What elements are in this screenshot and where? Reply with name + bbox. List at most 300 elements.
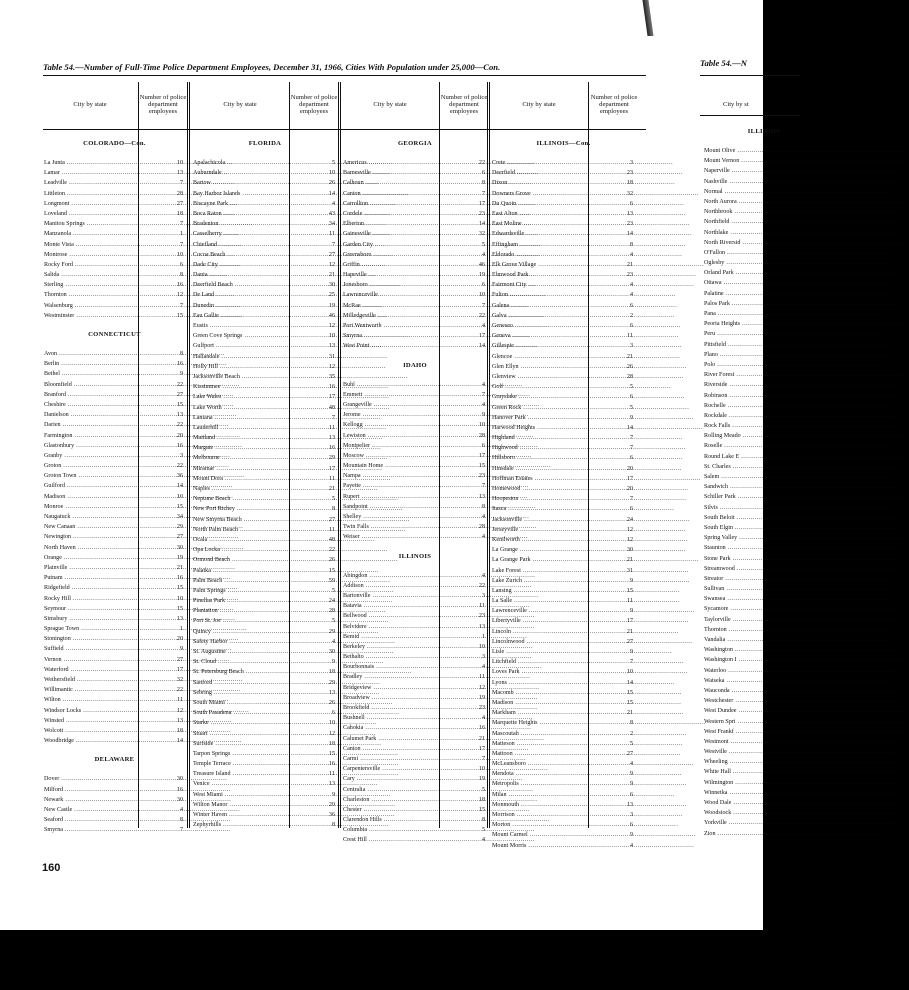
employee-count: 28 [328, 608, 335, 615]
city-name: Darien ..... [44, 420, 131, 430]
table-row [492, 331, 635, 341]
table-row [193, 535, 337, 545]
employee-count: 22 [478, 160, 485, 166]
employee-count: 29 [328, 455, 335, 462]
city-name: Dunedin ..... [193, 301, 283, 311]
city-name: Loves Park ..... [492, 667, 581, 677]
table-row [704, 717, 824, 727]
employee-count: 16 [478, 725, 485, 732]
employee-count: 8 [481, 180, 485, 187]
city-name: Washington I ..... [704, 655, 864, 665]
table-row [492, 341, 635, 351]
city-name: Calumet Park ..... [343, 734, 433, 744]
city-name: Western Spri ..... [704, 717, 864, 727]
table-row [44, 420, 185, 430]
city-name: Holly Hill ..... [193, 362, 283, 372]
city-name: Mount Vernon ..... [704, 156, 864, 166]
table-row [343, 270, 487, 280]
city-name: Naples ..... [193, 484, 283, 494]
city-name: Woodstock ..... [704, 808, 864, 818]
right-column [704, 118, 824, 839]
employee-count: 12 [626, 536, 633, 543]
city-name: Westmont ..... [704, 737, 864, 747]
city-name: Carmi ..... [343, 754, 433, 764]
employee-count: 23 [478, 613, 485, 620]
employee-count: 10 [328, 720, 335, 727]
table-row [44, 229, 185, 239]
table-row [704, 309, 824, 319]
city-name: Gillespie ..... [492, 341, 581, 351]
table-row [44, 634, 185, 644]
table-row [704, 278, 824, 288]
city-name: Woodbridge ..... [44, 736, 131, 746]
header-city-2: City by state [223, 100, 257, 108]
city-name: Marquette Heights ..... [492, 718, 581, 728]
city-name: La Salle ..... [492, 596, 581, 606]
table-row [193, 464, 337, 474]
city-name: Westville ..... [704, 747, 864, 757]
table-row [44, 431, 185, 441]
employee-count: 21 [478, 735, 485, 742]
table-row [492, 749, 635, 759]
employee-count: 9 [179, 371, 183, 378]
table-row [44, 290, 185, 300]
table-row [492, 362, 635, 372]
employee-count: 10 [478, 766, 485, 773]
table-row [343, 601, 487, 611]
city-name: Glencoe ..... [492, 352, 581, 362]
employee-count: 28 [626, 373, 633, 380]
city-name: Cahokia ..... [343, 723, 433, 733]
city-name: Mount Dora ..... [193, 474, 283, 484]
city-name: Green Cove Springs ..... [193, 331, 283, 341]
city-name: Columbia ..... [343, 825, 433, 835]
city-name: Simsbury ..... [44, 614, 131, 624]
employee-count: 15 [176, 312, 183, 319]
city-name: Nampa ..... [343, 471, 433, 481]
table-row [343, 744, 487, 754]
table-row [193, 423, 337, 433]
employee-count: 8 [481, 503, 485, 510]
table-row [44, 815, 185, 825]
city-name: Leadville ..... [44, 178, 131, 188]
employee-count: 5 [481, 241, 485, 248]
city-name: Swansea ..... [704, 594, 864, 604]
city-name: Jerome ..... [343, 410, 433, 420]
table-row [193, 403, 337, 413]
employee-count: 9 [179, 646, 183, 653]
table-row [44, 250, 185, 260]
employee-count: 9 [629, 771, 633, 778]
city-name: Itasca ..... [492, 504, 581, 514]
table-row [704, 554, 824, 564]
city-name: Elk Grove Village ..... [492, 260, 581, 270]
city-name: Lauderhill ..... [193, 423, 283, 433]
table-row [193, 820, 337, 830]
employee-count: 4 [481, 251, 485, 258]
city-name: Lake Wales ..... [193, 392, 283, 402]
city-name: Galva ..... [492, 311, 581, 321]
city-name: Bartonville ..... [343, 591, 433, 601]
employee-count: 14 [626, 424, 633, 431]
table-row [343, 795, 487, 805]
employee-count: 26 [328, 557, 335, 564]
header-count-1: Number of police department employees [139, 93, 187, 115]
employee-count: 10 [626, 669, 633, 676]
city-name: Canton ..... [343, 744, 433, 754]
employee-count: 21 [626, 261, 633, 268]
city-name: North Palm Beach ..... [193, 525, 283, 535]
table-row [44, 736, 185, 746]
city-name: Fairmont City ..... [492, 280, 581, 290]
table-row [343, 502, 487, 512]
table-row [704, 492, 824, 502]
employee-count: 13 [176, 170, 183, 177]
employee-count: 14 [328, 190, 335, 197]
employee-count: 13 [328, 435, 335, 442]
table-row [492, 382, 635, 392]
city-name: Windsor Locks ..... [44, 706, 131, 716]
table-row [492, 352, 635, 362]
employee-count: 11 [329, 475, 335, 482]
table-row [704, 808, 824, 818]
city-name: Glastonbury ..... [44, 441, 131, 451]
table-row [44, 492, 185, 502]
table-row [492, 433, 635, 443]
table-row [492, 545, 635, 555]
employee-count: 14 [478, 343, 485, 350]
employee-count: 2 [629, 312, 633, 319]
title-rule [43, 75, 646, 76]
city-name: Mendota ..... [492, 769, 581, 779]
table-row [343, 512, 487, 522]
table-row [704, 360, 824, 370]
employee-count: 22 [176, 687, 183, 694]
employee-count: 13 [478, 623, 485, 630]
employee-count: 18 [176, 210, 183, 217]
employee-count: 9 [629, 608, 633, 615]
city-name: Hallandale ..... [193, 352, 283, 362]
city-name: Rupert ..... [343, 492, 433, 502]
table-row [704, 228, 824, 238]
table-row [193, 229, 337, 239]
city-name: New Castle ..... [44, 805, 131, 815]
table-row [343, 209, 487, 219]
employee-count: 23 [626, 272, 633, 279]
employee-count: 10 [328, 333, 335, 340]
employee-count: 21 [328, 486, 335, 492]
table-row [193, 800, 337, 810]
table-row [492, 453, 635, 463]
table-row [492, 586, 635, 596]
table-row [492, 678, 635, 688]
city-name: Wauconda ..... [704, 686, 864, 696]
column-2 [193, 130, 337, 830]
city-name: St. Petersburg Beach ..... [193, 667, 283, 677]
table-row [193, 433, 337, 443]
table-row [343, 199, 487, 209]
employee-count: 32 [478, 231, 485, 238]
employee-count: 9 [331, 791, 335, 798]
table-row [704, 686, 824, 696]
table-row [704, 727, 824, 737]
city-name: Naperville ..... [704, 166, 864, 176]
city-name: Lincoln ..... [492, 627, 581, 637]
employee-count: 23 [626, 221, 633, 228]
table-row [193, 657, 337, 667]
city-name: Streamwood ..... [704, 564, 864, 574]
employee-count: 12 [176, 707, 183, 714]
city-name: Eau Gallie ..... [193, 311, 283, 321]
city-name: Plantation ..... [193, 606, 283, 616]
table-row [193, 637, 337, 647]
city-name: Golf ..... [492, 382, 581, 392]
employee-count: 17 [328, 394, 335, 401]
table-row [343, 331, 487, 341]
city-name: Milford ..... [44, 785, 131, 795]
table-row [44, 706, 185, 716]
column-4 [492, 130, 635, 851]
table-row [492, 260, 635, 270]
city-name: Surfside ..... [193, 739, 283, 749]
city-name: Casselberry ..... [193, 229, 283, 239]
city-name: Robinson ..... [704, 391, 864, 401]
city-name: Sebring ..... [193, 688, 283, 698]
city-name: Stone Park ..... [704, 554, 864, 564]
city-name: Buhl ..... [343, 380, 433, 390]
city-name: Metropolis ..... [492, 779, 581, 789]
employee-count: 12 [328, 363, 335, 370]
table-row [492, 841, 635, 851]
city-name: Guilford ..... [44, 481, 131, 491]
employee-count: 17 [626, 475, 633, 482]
table-row [343, 189, 487, 199]
city-name: Riverside ..... [704, 380, 864, 390]
employee-count: 14 [626, 231, 633, 238]
employee-count: 7 [179, 221, 183, 228]
employee-count: 29 [176, 524, 183, 531]
city-name: Griffin ..... [343, 260, 433, 270]
employee-count: 15 [478, 463, 485, 470]
employee-count: 16 [176, 442, 183, 449]
table-row [704, 523, 824, 533]
table-row [44, 675, 185, 685]
city-name: Stuart ..... [193, 729, 283, 739]
city-name: Ottawa ..... [704, 278, 864, 288]
city-name: Manitou Springs ..... [44, 219, 131, 229]
city-name: Waterford ..... [44, 665, 131, 675]
table-row [44, 644, 185, 654]
table-row [343, 341, 487, 351]
table-row [704, 258, 824, 268]
employee-count: 18 [478, 796, 485, 803]
city-name: Broadview ..... [343, 693, 433, 703]
city-name: La Grange Park ..... [492, 555, 581, 565]
city-name: West Frankf ..... [704, 727, 864, 737]
employee-count: 24 [626, 516, 633, 523]
employee-count: 7 [481, 302, 485, 309]
employee-count: 21 [626, 710, 633, 717]
city-name: Hinsdale ..... [492, 464, 581, 474]
table-row [193, 790, 337, 800]
city-name: Lyons ..... [492, 678, 581, 688]
table-row [343, 461, 487, 471]
table-row [343, 311, 487, 321]
city-name: Macomb ..... [492, 688, 581, 698]
employee-count: 15 [626, 587, 633, 594]
title-rule [700, 75, 800, 76]
city-name: Twin Falls ..... [343, 522, 433, 532]
employee-count: 6 [629, 455, 633, 462]
city-name: Sanford ..... [193, 678, 283, 688]
city-name: Rockdale ..... [704, 411, 864, 421]
employee-count: 12 [626, 526, 633, 533]
city-name: West Point ..... [343, 341, 433, 351]
city-name: Mount Olive ..... [704, 146, 864, 156]
table-row [704, 319, 824, 329]
header-count-3: Number of police department employees [440, 93, 488, 115]
table-row [44, 726, 185, 736]
table-row [492, 372, 635, 382]
table-row [343, 825, 487, 835]
table-row [704, 268, 824, 278]
city-name: Temple Terrace ..... [193, 759, 283, 769]
table-row [492, 718, 635, 728]
table-row [343, 532, 487, 542]
city-name: Sycamore ..... [704, 604, 864, 614]
city-name: Winter Haven ..... [193, 810, 283, 820]
employee-count: 4 [481, 664, 485, 671]
city-name: Treasure Island ..... [193, 769, 283, 779]
table-row [704, 574, 824, 584]
employee-count: 2 [629, 730, 633, 737]
employee-count: 23 [478, 705, 485, 711]
table-row [193, 647, 337, 657]
table-row [492, 178, 635, 188]
page-number: 160 [42, 862, 61, 874]
table-row [44, 219, 185, 229]
employee-count: 17 [626, 618, 633, 625]
header-city-1: City by state [73, 100, 107, 108]
employee-count: 17 [328, 465, 335, 472]
right-header-city: City by st [723, 100, 749, 108]
city-name: Palatka ..... [193, 566, 283, 576]
header-count-4: Number of police department employees [590, 93, 638, 115]
city-name: Willimantic ..... [44, 685, 131, 695]
table-row [704, 829, 824, 839]
employee-count: 17 [478, 333, 485, 340]
table-row [44, 209, 185, 219]
city-name: Winnetka ..... [704, 788, 864, 798]
city-name: Putnam ..... [44, 573, 131, 583]
city-name: Wood Dale ..... [704, 798, 864, 808]
city-name: Madison ..... [44, 492, 131, 502]
employee-count: 17 [478, 745, 485, 752]
table-row [193, 678, 337, 688]
employee-count: 6 [331, 710, 335, 717]
table-row [704, 431, 824, 441]
employee-count: 28 [176, 190, 183, 197]
city-name: Batavia ..... [343, 601, 433, 611]
city-name: Wilton Manor ..... [193, 800, 283, 810]
employee-count: 20 [626, 465, 633, 472]
table-row [193, 688, 337, 698]
table-row [492, 229, 635, 239]
city-name: Edwardsville ..... [492, 229, 581, 239]
table-row [44, 563, 185, 573]
employee-count: 11 [627, 598, 633, 605]
employee-count: 17 [176, 666, 183, 673]
city-name: Rocky Hill ..... [44, 594, 131, 604]
column-1 [44, 130, 185, 835]
city-name: Polo ..... [704, 360, 864, 370]
table-row [343, 805, 487, 815]
city-name: Kenilworth ..... [492, 535, 581, 545]
employee-count: 48 [328, 536, 335, 543]
employee-count: 1 [481, 633, 485, 640]
table-row [492, 566, 635, 576]
city-name: Smyrna ..... [343, 331, 433, 341]
table-row [193, 453, 337, 463]
table-row [492, 820, 635, 830]
table-row [492, 280, 635, 290]
city-name: East Alton ..... [492, 209, 581, 219]
city-name: Thornton ..... [704, 625, 864, 635]
city-name: Morton ..... [492, 820, 581, 830]
table-row [44, 685, 185, 695]
city-name: Naugatuck ..... [44, 512, 131, 522]
city-name: Wolcott ..... [44, 726, 131, 736]
table-row [343, 662, 487, 672]
table-row [704, 666, 824, 676]
table-row [704, 482, 824, 492]
table-row [492, 413, 635, 423]
city-name: Lake Forest ..... [492, 566, 581, 576]
employee-count: 7 [629, 435, 633, 442]
table-row [193, 525, 337, 535]
table-row [704, 513, 824, 523]
table-row [492, 729, 635, 739]
city-name: Homewood ..... [492, 484, 581, 494]
city-name: McRae ..... [343, 301, 433, 311]
city-name: Wilton ..... [44, 695, 131, 705]
employee-count: 15 [176, 605, 183, 612]
table-row [193, 382, 337, 392]
employee-count: 22 [328, 547, 335, 554]
city-name: Highwood ..... [492, 443, 581, 453]
city-name: Avon ..... [44, 349, 131, 359]
city-name: Bradenton ..... [193, 219, 283, 229]
table-row [492, 739, 635, 749]
table-row [704, 380, 824, 390]
city-name: Spring Valley ..... [704, 533, 864, 543]
table-row [44, 280, 185, 290]
table-row [492, 627, 635, 637]
employee-count: 19 [478, 694, 485, 701]
table-row [193, 219, 337, 229]
city-name: Geneseo ..... [492, 321, 581, 331]
table-row [44, 604, 185, 614]
table-row [492, 250, 635, 260]
table-row [343, 693, 487, 703]
city-name: Nashville ..... [704, 177, 864, 187]
table-row [704, 676, 824, 686]
table-row [492, 301, 635, 311]
city-name: Elberton ..... [343, 219, 433, 229]
employee-count: 1 [179, 626, 183, 633]
table-row [704, 472, 824, 482]
employee-count: 26 [328, 699, 335, 706]
